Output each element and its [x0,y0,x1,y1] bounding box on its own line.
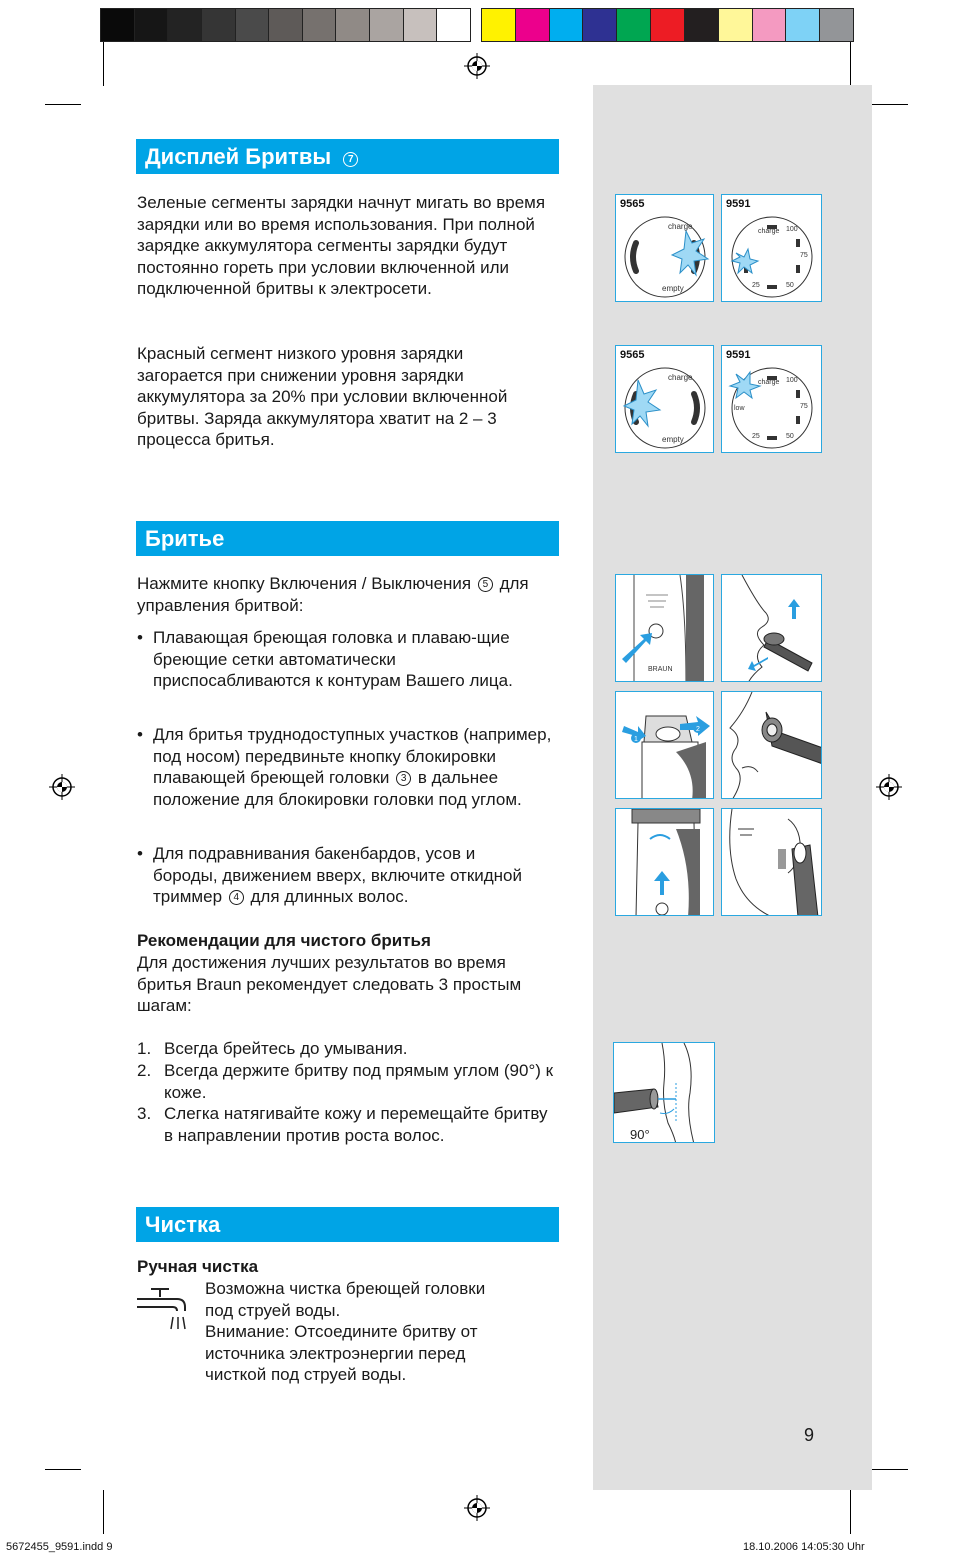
charge-ring-icon [616,195,714,302]
figure-display-9591-low [721,345,822,453]
registration-mark-icon [464,1495,490,1521]
color-swatch [236,9,270,41]
footer-timestamp: 18.10.2006 14:05:30 Uhr [743,1541,865,1553]
numbered-item-text: Всегда держите бритву под прямым углом (90°) к коже. [164,1061,554,1102]
ring-label-25: 25 [752,282,760,289]
section-heading-cleaning [136,1207,559,1242]
callout-number: 2 [696,726,700,733]
crop-mark [850,42,851,86]
cleaning-line: чисткой под струей воды. [205,1365,407,1384]
figure-lock-head [615,691,714,799]
crop-mark [872,1469,908,1470]
figure-shave-lip [721,691,822,799]
color-swatch [303,9,337,41]
figure-display-9565-charging [615,194,714,302]
shaving-angle-illustration [614,1043,715,1143]
section-heading-display [136,139,559,174]
list-item-text: Плавающая бреющая головка и плаваю-щие бреющие сетки автоматически приспосабливаются к контурам Вашего лица. [153,628,513,691]
list-item-text: Для бритья труднодоступных участков (например, под носом) передвиньте кнопку блокировки плавающей бреющей головки [153,725,552,788]
crop-mark [103,1490,104,1534]
crop-mark [103,42,104,86]
ring-label-low: low [734,405,745,412]
numbered-item-text: Слегка натягивайте кожу и перемещайте бритву в направлении против роста волос. [164,1104,548,1145]
figure-ref-marker: 5 [478,577,493,592]
ring-label-50: 50 [786,282,794,289]
list-item-text: в дальнее положение для блокировки головки под углом. [153,768,522,809]
figure-ref-marker: 4 [229,890,244,905]
water-tap-icon [137,1287,193,1335]
footer-file-info: 5672455_9591.indd 9 [6,1541,113,1553]
shaver-lock-illustration [616,692,714,799]
color-swatch [550,9,584,41]
figure-ref-marker: 7 [343,152,358,167]
ring-label-charge: charge [668,222,693,231]
model-label: 9565 [620,198,645,210]
registration-mark-icon [49,774,75,800]
ring-label-75: 75 [800,252,808,259]
ring-label-100: 100 [786,377,798,384]
cleaning-line: под струей воды. [205,1301,341,1320]
color-swatch [135,9,169,41]
figure-trim-sideburns [721,808,822,916]
subheading: Ручная чистка [137,1257,259,1276]
ring-label-25: 25 [752,433,760,440]
heading-text: Дисплей Бритвы [145,144,332,169]
cleaning-line: Возможна чистка бреющей головки [205,1279,486,1298]
model-label: 9591 [726,349,751,361]
brand-label: BRAUN [648,666,673,673]
intro-text: для управления бритвой: [137,574,529,615]
color-swatch [370,9,404,41]
color-swatch [336,9,370,41]
color-swatch [719,9,753,41]
color-swatch [482,9,516,41]
crop-mark [45,104,81,105]
color-swatch [269,9,303,41]
numbered-item-text: Всегда брейтесь до умывания. [164,1039,408,1058]
angle-label: 90° [630,1127,650,1142]
ring-label-charge: charge [668,373,693,382]
color-swatch [786,9,820,41]
color-swatch [202,9,236,41]
color-swatch [101,9,135,41]
color-swatch [820,9,853,41]
model-label: 9565 [620,349,645,361]
color-swatch [583,9,617,41]
list-item-text: для длинных волос. [250,887,409,907]
figure-trimmer-slide [615,808,714,916]
color-swatch [437,9,470,41]
callout-number: 1 [634,736,638,743]
color-swatch [617,9,651,41]
figure-shaver-power-button [615,574,714,682]
cleaning-line: источника электроэнергии перед [205,1344,466,1363]
charge-ring-icon [722,346,822,453]
registration-mark-icon [876,774,902,800]
face-shaving-illustration [722,575,822,682]
figure-display-9565-low [615,345,714,453]
face-trimming-illustration [722,809,822,916]
registration-mark-icon [464,53,490,79]
ring-label-100: 100 [786,226,798,233]
face-shaving-illustration [722,692,822,799]
charge-ring-icon [722,195,822,302]
color-swatch [651,9,685,41]
ring-label-75: 75 [800,403,808,410]
paragraph: Красный сегмент низкого уровня зарядки загорается при снижении уровня зарядки аккумулятора за 20% при условии включенной бритвы. Заряда аккумулятора хватит на 2 – 3 процесса бритья. [137,344,508,450]
paragraph [137,573,562,616]
heading-text: Бритье [145,526,225,551]
ring-label-empty: empty [662,284,684,293]
intro-text: Нажмите кнопку Включения / Выключения [137,574,472,593]
figure-display-9591-charging [721,194,822,302]
color-swatch [168,9,202,41]
shaver-illustration [616,575,714,682]
color-calibration-bar-grayscale [100,8,471,42]
color-swatch [753,9,787,41]
page-number: 9 [804,1425,815,1445]
crop-mark [850,1490,851,1534]
paragraph: Для достижения лучших результатов во время бритья Braun рекомендует следовать 3 простым шагам: [137,953,522,1016]
figure-shaver-under-nose [721,574,822,682]
crop-mark [45,1469,81,1470]
model-label: 9591 [726,198,751,210]
color-swatch [404,9,438,41]
crop-mark [872,104,908,105]
ring-label-50: 50 [786,433,794,440]
charge-ring-icon [616,346,714,453]
subheading: Рекомендации для чистого бритья [137,931,431,950]
section-heading-shaving [136,521,559,556]
trimmer-illustration [616,809,714,916]
color-swatch [516,9,550,41]
cleaning-line: Внимание: Отсоедините бритву от [205,1322,478,1341]
paragraph: Зеленые сегменты зарядки начнут мигать во время зарядки или во время использования. При полной зарядке аккумулятора сегменты зарядки будут постоянно гореть при условии включенной или подключенной бритвы к электросети. [137,193,546,299]
ring-label-charge: charge [758,379,780,386]
color-calibration-bar-process [481,8,854,42]
heading-text: Чистка [145,1212,221,1237]
ring-label-charge: charge [758,228,780,235]
figure-ref-marker: 3 [396,771,411,786]
color-swatch [685,9,719,41]
ring-label-empty: empty [662,435,684,444]
figure-90-degree-angle [613,1042,715,1143]
list-item-text: Для подравнивания бакенбардов, усов и бороды, движением вверх, включите откидной триммер [153,844,523,907]
